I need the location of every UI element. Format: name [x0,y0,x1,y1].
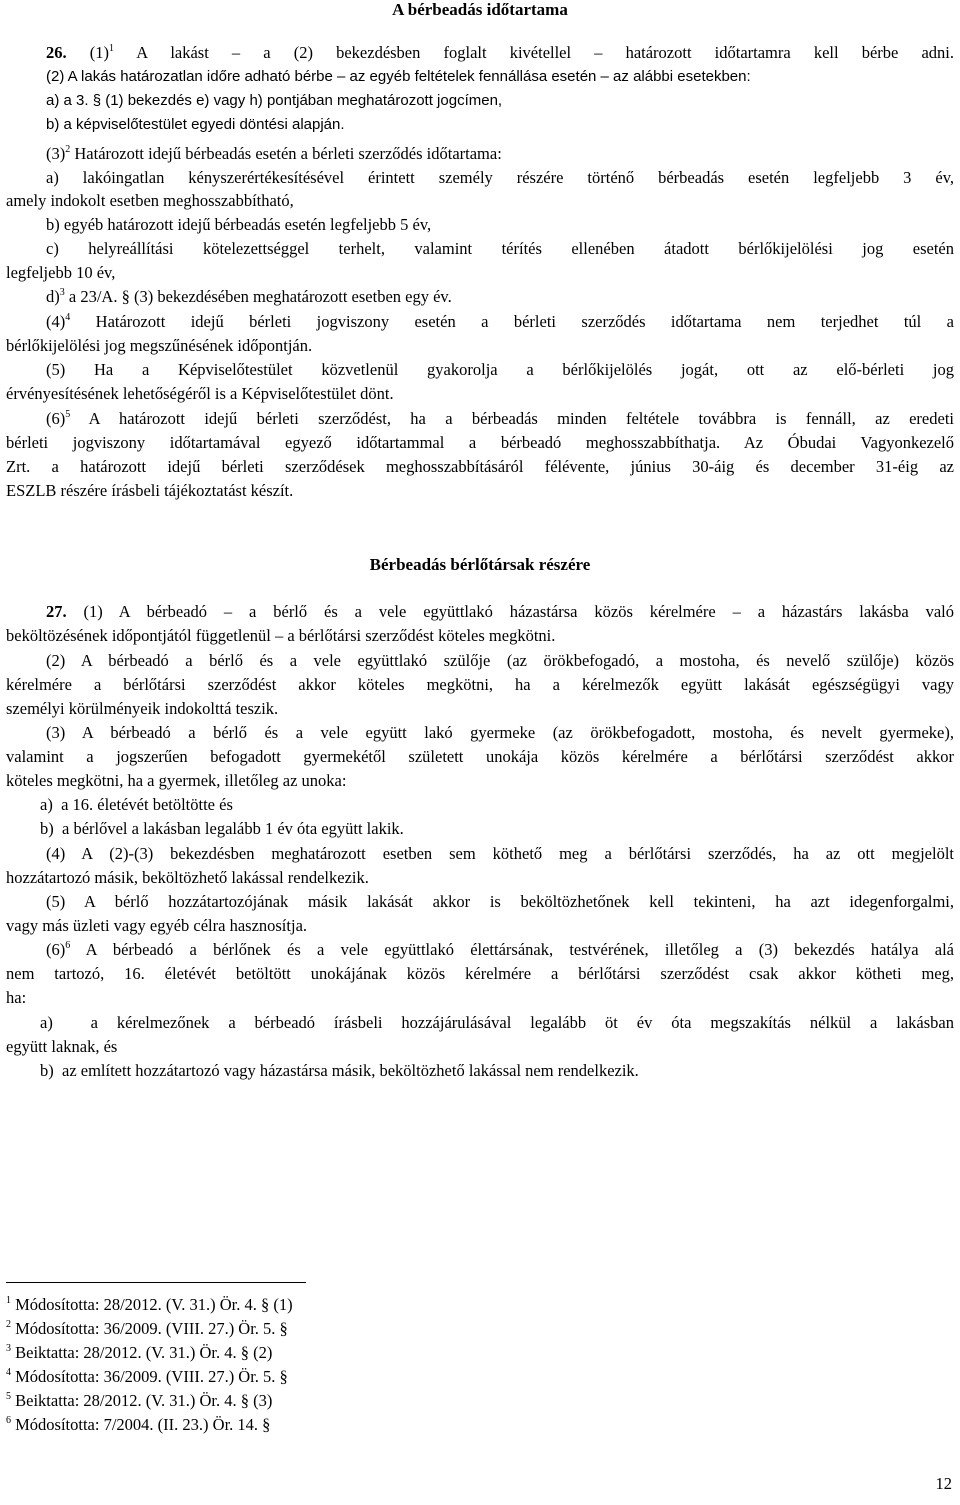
paragraph-line: bérleti jogviszony időtartamával egyező időtartammal a bérbeadó meghosszabbíthatja. Az Óbudai Vagyonkezelő [6,433,954,452]
paragraph-line: legfeljebb 10 év, [6,263,116,282]
paragraph-line: c) helyreállítási kötelezettséggel terhelt, valamint térítés ellenében átadott bérlőkijelölési jog esetén [46,239,954,258]
footnote: $^3$ Beiktatta: 28/2012. (V. 31.) Ör. 4. § (2) [6,1343,273,1362]
footnote: $^4$ Módosította: 36/2009. (VIII. 27.) Ör. 5. § [6,1367,288,1386]
paragraph-line: 26. $(1)^1$ A lakást – a (2) bekezdésben foglalt kivétellel – határozott időtartamra kell bérbe adni. [46,43,954,62]
paragraph-line: amely indokolt esetben meghosszabbítható, [6,191,294,210]
paragraph-line: d)$^3$ a 23/A. § (3) bekezdésében meghatározott esetben egy év. [46,287,452,306]
paragraph-line: $(3)^2$ Határozott idejű bérbeadás esetén a bérleti szerződés időtartama: [46,144,502,163]
paragraph-line: ha: [6,988,27,1007]
footnote: $^1$ Módosította: 28/2012. (V. 31.) Ör. 4. § (1) [6,1295,293,1314]
paragraph-line: ESZLB részére írásbeli tájékoztatást készít. [6,481,294,500]
footnote: $^2$ Módosította: 36/2009. (VIII. 27.) Ör. 5. § [6,1319,288,1338]
paragraph-line: b) egyéb határozott idejű bérbeadás esetén legfeljebb 5 év, [46,215,432,234]
footnote: $^6$ Módosította: 7/2004. (II. 23.) Ör. 14. § [6,1415,271,1434]
paragraph-line: $(6)^5$ A határozott idejű bérleti szerződést, ha a bérbeadás minden feltétele továbbra is fennáll, az eredeti [46,409,954,428]
footnote: $^5$ Beiktatta: 28/2012. (V. 31.) Ör. 4. § (3) [6,1391,273,1410]
paragraph-line: köteles megkötni, ha a gyermek, illetőleg az unoka: [6,771,347,790]
paragraph-line: (5) Ha a Képviselőtestület közvetlenül gyakorolja a bérlőkijelölés jogát, ott az elő-bérleti jog [46,360,954,379]
footnote-separator [6,1282,306,1283]
paragraph-line: 27. (1) A bérbeadó – a bérlő és a vele együttlakó házastársa közös kérelmére – a házastárs lakásba való [46,602,954,621]
paragraph-line: valamint a jogszerűen befogadott gyermekétől született unokája közös kérelmére a bérlőtársi szerződést akkor [6,747,954,766]
paragraph-line: $(6)^6$ A bérbeadó a bérlőnek és a vele együttlakó élettársának, testvérének, illetőleg a (3) bekezdés hatálya alá [46,940,954,959]
paragraph-line: érvényesítésének lehetőségéről is a Képviselőtestület dönt. [6,384,394,403]
paragraph-line: a) a 3. § (1) bekezdés e) vagy h) pontjában meghatározott jogcímen, [46,92,503,109]
list-item: b) az említett hozzátartozó vagy házastársa másik, beköltözhető lakással nem rendelkezik. [40,1061,639,1080]
list-item: b) a bérlővel a lakásban legalább 1 év óta együtt lakik. [40,819,404,838]
paragraph-line: (2) A lakás határozatlan időre adható bérbe – az egyéb feltételek fennállása esetén – az alábbi esetekben: [46,68,751,85]
paragraph-line: (5) A bérlő hozzátartozójának másik lakását akkor is beköltözhetőnek kell tekinteni, ha azt idegenforgalmi, [46,892,954,911]
section-title: Bérbeadás bérlőtársak részére [369,555,591,574]
paragraph-line: (3) A bérbeadó a bérlő és a vele együtt lakó gyermeke (az örökbefogadott, mostoha, és nevelt gyermeke), [46,723,954,742]
paragraph-line: Zrt. a határozott idejű bérleti szerződések meghosszabbításáról félévente, június 30-áig és december 31-éig az [6,457,954,476]
page-number: 12 [935,1474,952,1493]
paragraph-line: a) lakóingatlan kényszerértékesítésével érintett személy részére történő bérbeadás esetén legfeljebb 3 év, [46,168,954,187]
paragraph-line: b) a képviselőtestület egyedi döntési alapján. [46,116,345,133]
paragraph-line: nem tartozó, 16. életévét betöltött unokájának közös kérelmére a bérlőtársi szerződést csak akkor kötheti meg, [6,964,954,983]
paragraph-line: beköltözésének időpontjától függetlenül – a bérlőtársi szerződést köteles megkötni. [6,626,556,645]
paragraph-line: hozzátartozó másik, beköltözhető lakással rendelkezik. [6,868,369,887]
list-item: a) a kérelmezőnek a bérbeadó írásbeli hozzájárulásával legalább öt év óta megszakítás nélkül a lakásban [40,1013,954,1032]
paragraph-line: (4) A (2)-(3) bekezdésben meghatározott esetben sem köthető meg a bérlőtársi szerződés, ha az ott megjelölt [46,844,954,863]
list-item: a) a 16. életévét betöltötte és [40,795,233,814]
paragraph-line: (2) A bérbeadó a bérlő és a vele együttlakó szülője (az örökbefogadó, a mostoha, és nevelő szülője) közös [46,651,954,670]
paragraph-line: személyi körülményeik indokolttá teszik. [6,699,279,718]
paragraph-line: vagy más üzleti vagy egyéb célra hasznosítja. [6,916,308,935]
paragraph-line: bérlőkijelölési jog megszűnésének időpontján. [6,336,313,355]
section-title: A bérbeadás időtartama [392,0,568,19]
paragraph-line: $(4)^4$ Határozott idejű bérleti jogviszony esetén a bérleti szerződés időtartama nem terjedhet túl a [46,312,954,331]
paragraph-line: kérelmére a bérlőtársi szerződést akkor köteles megkötni, ha a kérelmezők együtt lakását egészségügyi vagy [6,675,954,694]
paragraph-line: együtt laknak, és [6,1037,118,1056]
